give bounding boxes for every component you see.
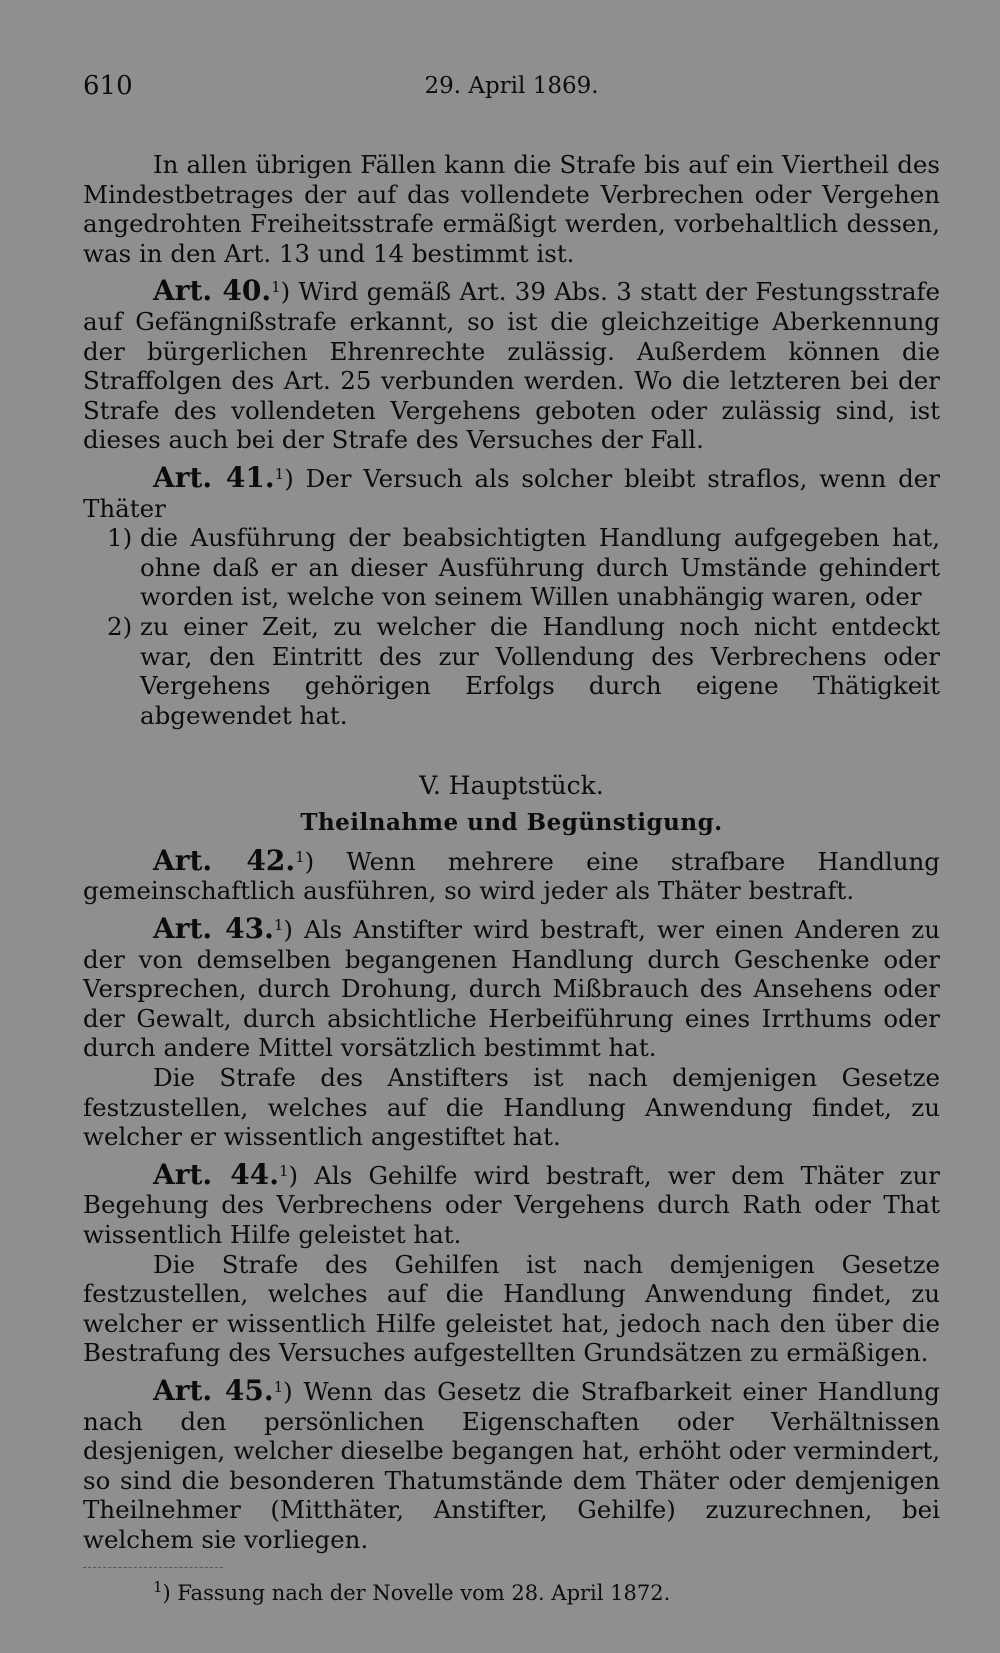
article-42-label: Art. 42.	[153, 843, 296, 877]
article-41-list	[83, 523, 940, 730]
article-43-text: ) Als Anstifter wird bestraft, wer einen Anderen zu der von demselben begangenen Handlung durch Geschenke oder Versprechen, durch Drohung, durch Mißbrauch des Ansehens oder der Gewalt, durch absichtliche Herbeiführung eines Irrthums oder durch andere Mittel vorsätzlich bestimmt hat.	[83, 915, 940, 1063]
header-date: 29. April 1869.	[424, 73, 599, 99]
list-item-number: 1)	[107, 523, 133, 553]
page-content	[83, 72, 940, 1606]
article-44-paragraph-2: Die Strafe des Gehilfen ist nach demjenigen Gesetze festzustellen, welches auf die Handlung Anwendung findet, zu welcher er wissentlich Hilfe geleistet hat, jedoch nach den über die Bestrafung des Versuches aufgestellten Grundsätzen zu ermäßigen.	[83, 1249, 940, 1368]
section-heading: V. Hauptstück.	[419, 771, 604, 801]
footnote-ref: 1	[274, 464, 285, 483]
article-43-label: Art. 43.	[153, 912, 274, 946]
article-43	[83, 914, 940, 1063]
article-42-text: ) Wenn mehrere eine strafbare Handlung gemeinschaftlich ausführen, so wird jeder als Thäter bestraft.	[83, 846, 940, 906]
footnote-ref: 1	[273, 916, 284, 935]
list-item	[83, 612, 940, 730]
article-40-text: ) Wird gemäß Art. 39 Abs. 3 statt der Festungsstrafe auf Gefängnißstrafe erkannt, so ist die gleichzeitige Aberkennung der bürgerlichen Ehrenrechte zulässig. Außerdem können die Straffolgen des Art. 25 verbunden werden. Wo die letzteren bei der Strafe des vollendeten Vergehens geboten oder zulässig sind, ist dieses auch bei der Strafe des Versuches der Fall.	[83, 277, 940, 455]
footnote-text: ) Fassung nach der Novelle vom 28. April 1872.	[162, 1580, 671, 1605]
list-item-number: 2)	[107, 611, 133, 641]
article-45-label: Art. 45.	[153, 1373, 274, 1407]
article-42	[83, 843, 940, 906]
article-44	[83, 1157, 941, 1250]
footnote-ref: 1	[295, 847, 305, 866]
intro-paragraph: In allen übrigen Fällen kann die Strafe bis auf ein Viertheil des Mindestbetrages der auf das vollendete Verbrechen oder Vergehen angedrohten Freiheitsstrafe ermäßigt werden, vorbehaltlich dessen, was in den Art. 13 und 14 bestimmt ist.	[83, 150, 940, 268]
article-40-label: Art. 40.	[153, 274, 272, 308]
list-item-text: die Ausführung der beabsichtigten Handlung aufgegeben hat, ohne daß er an dieser Ausführung durch Umstände gehindert worden ist, welche von seinem Willen unabhängig waren, oder	[140, 523, 940, 612]
page-number: 610	[83, 71, 133, 101]
footnote	[83, 1577, 940, 1606]
article-40	[83, 276, 940, 455]
running-head	[83, 72, 940, 106]
footnote-marker: 1	[153, 1577, 163, 1596]
article-44-text: ) Als Gehilfe wird bestraft, wer dem Thäter zur Begehung des Verbrechens oder Vergehens durch Rath oder That wissentlich Hilfe geleistet hat.	[83, 1160, 941, 1249]
article-41-text: ) Der Versuch als solcher bleibt straflos, wenn der Thäter	[83, 463, 940, 523]
article-45-text: ) Wenn das Gesetz die Strafbarkeit einer Handlung nach den persönlichen Eigenschaften oder Verhältnissen desjenigen, welcher dieselbe begangen hat, erhöht oder vermindert, so sind die besonderen Thatumstände dem Thäter oder demjenigen Theilnehmer (Mitthäter, Anstifter, Gehilfe) zuzurechnen, bei welchem sie vorliegen.	[83, 1376, 940, 1554]
article-41	[83, 460, 940, 523]
footnote-ref: 1	[278, 1161, 289, 1180]
list-item-text: zu einer Zeit, zu welcher die Handlung noch nicht entdeckt war, den Eintritt des zur Vollendung des Verbrechens oder Vergehens gehörigen Erfolgs durch eigene Thätigkeit abgewendet hat.	[140, 611, 940, 730]
article-43-paragraph-2: Die Strafe des Anstifters ist nach demjenigen Gesetze festzustellen, welches auf die Handlung Anwendung findet, zu welcher er wissentlich angestiftet hat.	[83, 1063, 940, 1152]
footnote-divider	[83, 1567, 223, 1568]
article-44-label: Art. 44.	[153, 1157, 279, 1191]
section-title: Theilnahme und Begünstigung.	[300, 809, 723, 837]
article-41-label: Art. 41.	[153, 460, 275, 494]
footnote-ref: 1	[273, 1377, 284, 1396]
footnote-ref: 1	[271, 278, 281, 297]
article-45	[83, 1373, 940, 1555]
list-item	[83, 523, 940, 612]
